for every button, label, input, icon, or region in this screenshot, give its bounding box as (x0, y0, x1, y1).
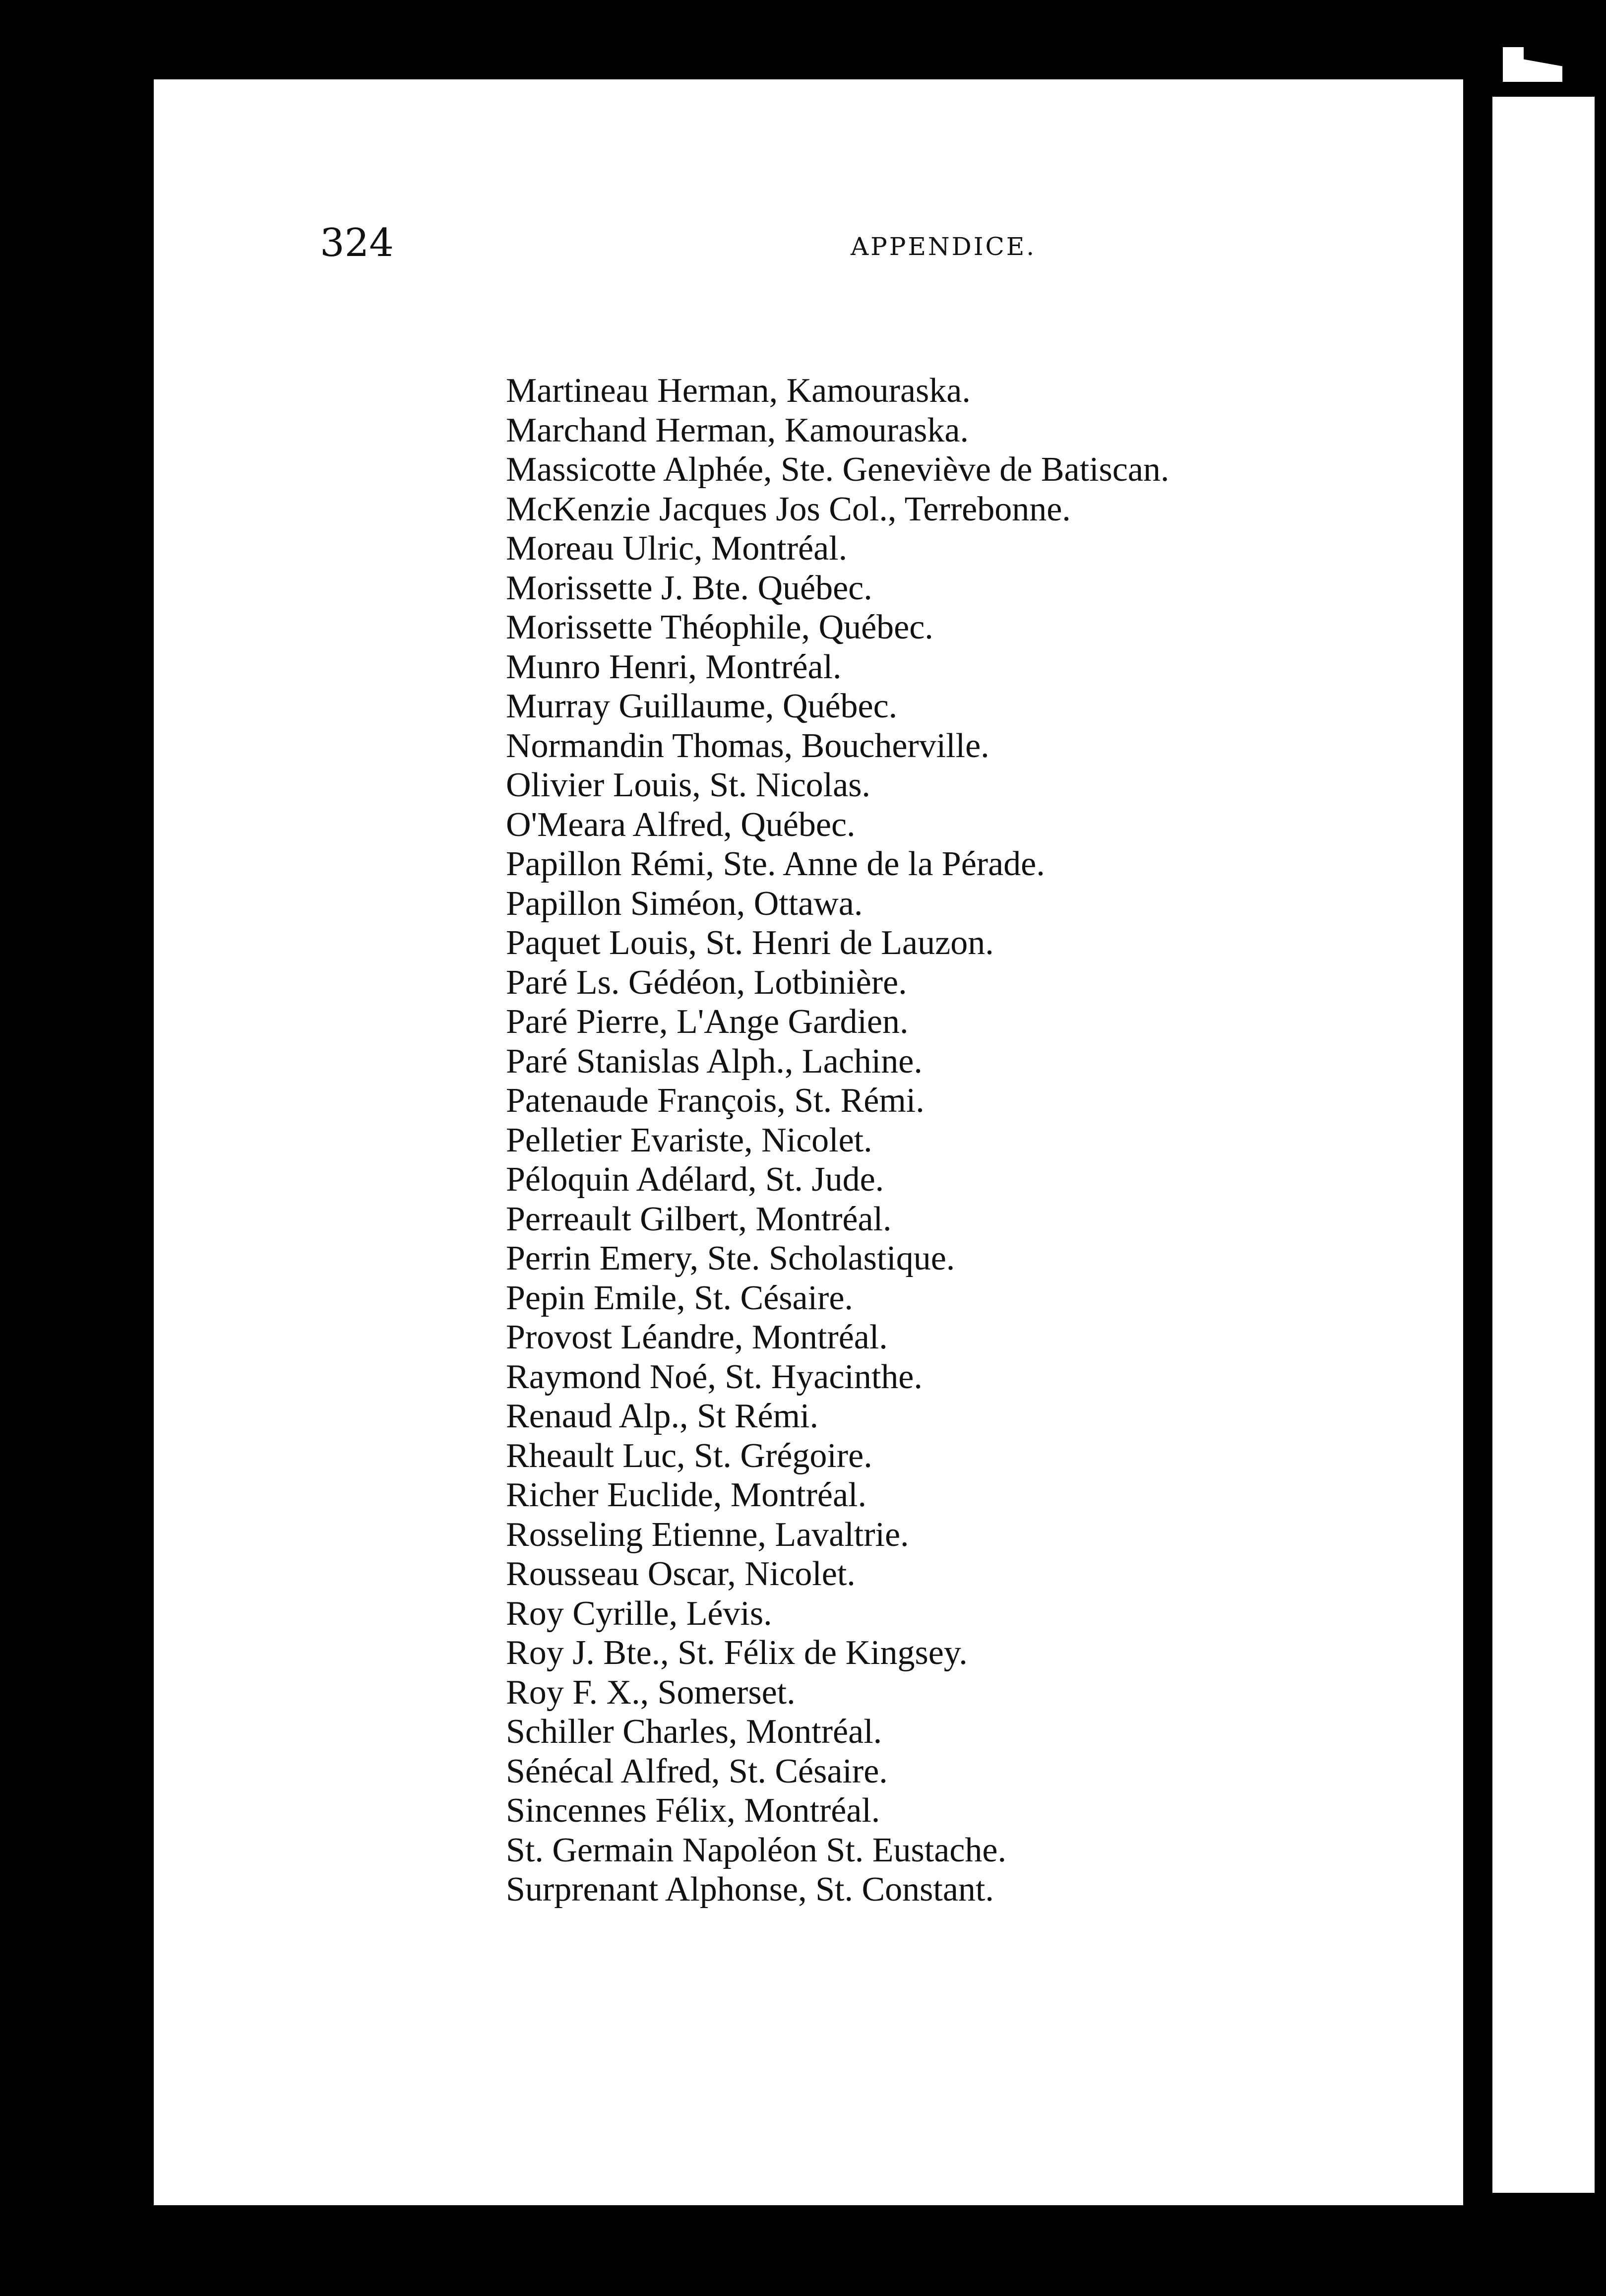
list-item: Péloquin Adélard, St. Jude. (506, 1160, 884, 1199)
list-item: Paré Ls. Gédéon, Lotbinière. (506, 963, 907, 1002)
list-item: Surprenant Alphonse, St. Constant. (506, 1870, 994, 1909)
list-item: Raymond Noé, St. Hyacinthe. (506, 1357, 923, 1396)
list-item: Renaud Alp., St Rémi. (506, 1397, 818, 1435)
list-item: Paré Stanislas Alph., Lachine. (506, 1042, 923, 1081)
list-item: Pepin Emile, St. Césaire. (506, 1278, 853, 1317)
page-header (320, 213, 1064, 273)
list-item: Patenaude François, St. Rémi. (506, 1082, 925, 1120)
list-item: Richer Euclide, Montréal. (506, 1476, 866, 1514)
list-item: Roy Cyrille, Lévis. (506, 1594, 772, 1633)
list-item: Moreau Ulric, Montréal. (506, 529, 848, 568)
adjacent-page-edge (1485, 97, 1595, 2193)
name-list (506, 371, 1448, 1910)
list-item: Roy J. Bte., St. Félix de Kingsey. (506, 1634, 968, 1672)
corner-mark (1503, 47, 1562, 82)
list-item: Morissette J. Bte. Québec. (506, 569, 872, 607)
list-item: Perreault Gilbert, Montréal. (506, 1200, 892, 1238)
running-head: APPENDICE. (851, 232, 1037, 261)
list-item: Schiller Charles, Montréal. (506, 1713, 882, 1751)
list-item: Massicotte Alphée, Ste. Geneviève de Batiscan. (506, 450, 1170, 489)
list-item: O'Meara Alfred, Québec. (506, 805, 856, 844)
list-item: Sénécal Alfred, St. Césaire. (506, 1752, 888, 1790)
list-item: Pelletier Evariste, Nicolet. (506, 1121, 872, 1159)
list-item: St. Germain Napoléon St. Eustache. (506, 1831, 1006, 1869)
list-item: Paré Pierre, L'Ange Gardien. (506, 1003, 909, 1041)
list-item: Rousseau Oscar, Nicolet. (506, 1555, 856, 1593)
list-item: Munro Henri, Montréal. (506, 647, 842, 686)
list-item: Morissette Théophile, Québec. (506, 608, 933, 646)
list-item: Rheault Luc, St. Grégoire. (506, 1436, 872, 1475)
list-item: Olivier Louis, St. Nicolas. (506, 766, 870, 804)
list-item: Paquet Louis, St. Henri de Lauzon. (506, 924, 994, 962)
list-item: Normandin Thomas, Boucherville. (506, 726, 989, 765)
list-item: Papillon Siméon, Ottawa. (506, 884, 863, 923)
list-item: Sincennes Félix, Montréal. (506, 1791, 880, 1830)
list-item: Roy F. X., Somerset. (506, 1673, 796, 1712)
page-number: 324 (320, 221, 394, 265)
list-item: Provost Léandre, Montréal. (506, 1318, 888, 1356)
list-item: Murray Guillaume, Québec. (506, 687, 898, 725)
list-item: McKenzie Jacques Jos Col., Terrebonne. (506, 490, 1071, 528)
list-item: Marchand Herman, Kamouraska. (506, 411, 969, 449)
list-item: Papillon Rémi, Ste. Anne de la Pérade. (506, 845, 1045, 883)
list-item: Martineau Herman, Kamouraska. (506, 372, 971, 410)
list-item: Perrin Emery, Ste. Scholastique. (506, 1239, 955, 1277)
list-item: Rosseling Etienne, Lavaltrie. (506, 1515, 909, 1554)
